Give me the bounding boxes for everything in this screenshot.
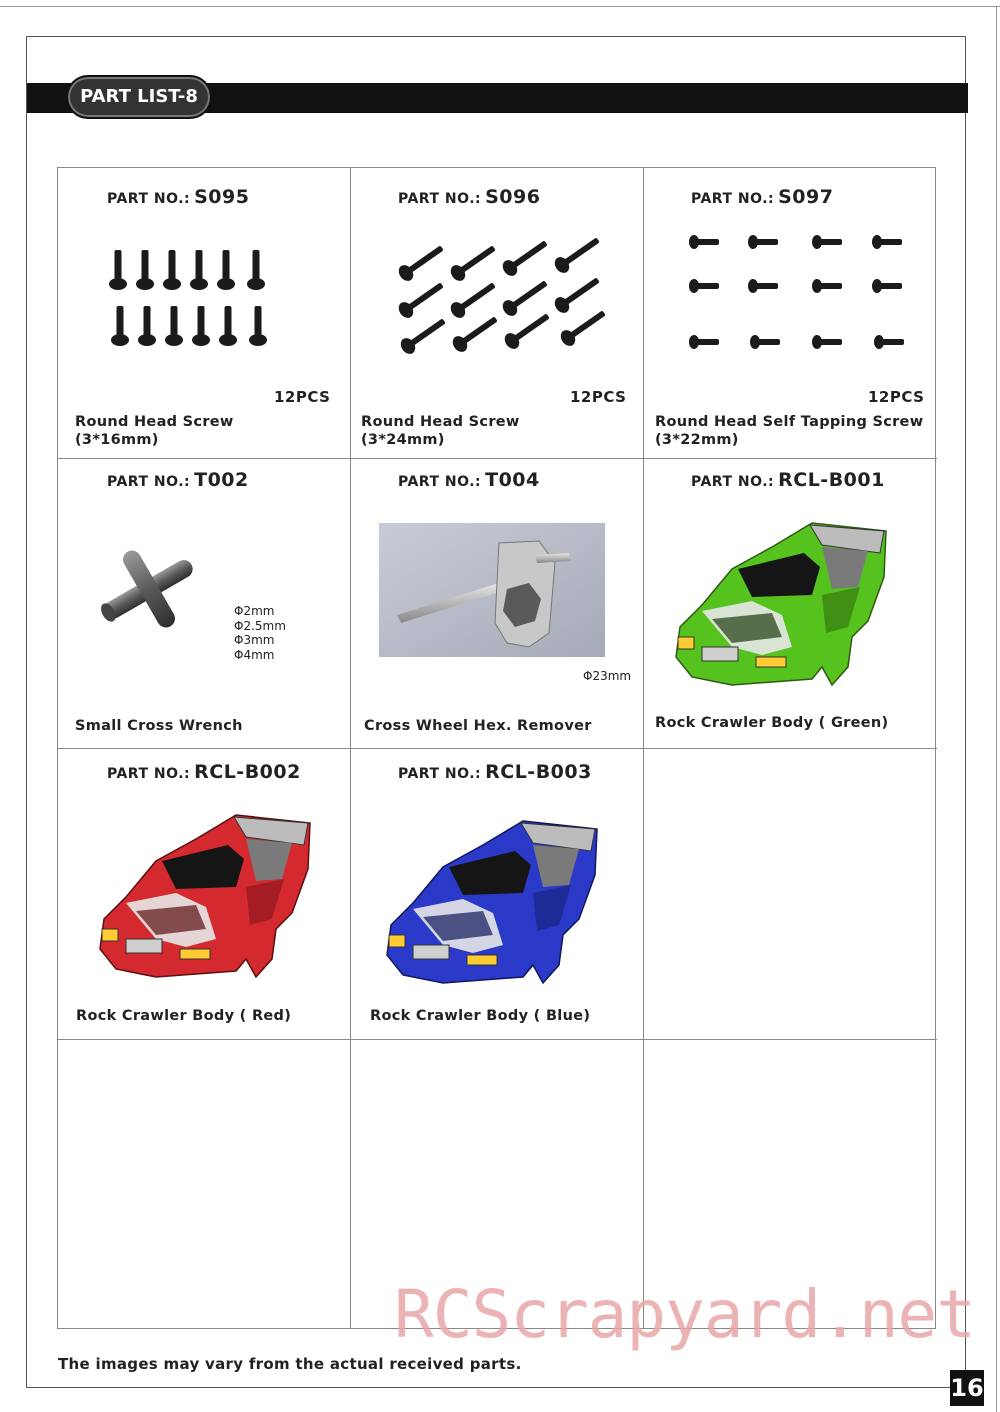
part-cell-rcl-b002	[58, 749, 351, 1040]
part-number-value: S095	[194, 186, 250, 208]
part-number-label: PART NO.:	[107, 766, 191, 782]
part-quantity: 12PCS	[570, 388, 627, 406]
part-cell-s096	[351, 168, 644, 459]
part-number	[398, 761, 592, 783]
footnote: The images may vary from the actual received parts.	[58, 1355, 522, 1373]
part-number	[107, 469, 249, 491]
part-cell-t002	[58, 459, 351, 749]
part-name	[75, 413, 234, 449]
part-name	[655, 413, 923, 449]
part-number	[398, 186, 540, 208]
part-name: Rock Crawler Body ( Red)	[76, 1008, 292, 1024]
part-number-label: PART NO.:	[398, 474, 482, 490]
part-number-label: PART NO.:	[691, 474, 775, 490]
wrench-sizes	[234, 604, 286, 662]
part-number-value: RCL-B003	[485, 761, 592, 783]
hex-remover-image	[379, 523, 605, 657]
part-name	[361, 413, 520, 449]
part-number-value: T004	[485, 469, 540, 491]
part-number-label: PART NO.:	[691, 191, 775, 207]
spec-line: Φ2.5mm	[234, 618, 286, 633]
part-name: Cross Wheel Hex. Remover	[364, 718, 592, 734]
empty-cell	[644, 749, 937, 1040]
screw-s096-image	[391, 228, 611, 358]
part-quantity: 12PCS	[868, 388, 925, 406]
part-cell-s097	[644, 168, 937, 459]
hex-size: Φ23mm	[583, 669, 632, 683]
parts-grid	[57, 167, 936, 1329]
part-name-line1: Round Head Self Tapping Screw	[655, 414, 924, 430]
part-cell-rcl-b003	[351, 749, 644, 1040]
screw-s097-image	[684, 230, 914, 360]
blue-body-image	[383, 815, 603, 995]
part-name-line2: (3*16mm)	[75, 432, 159, 448]
part-number-label: PART NO.:	[398, 191, 482, 207]
page-title: PART LIST-8	[66, 75, 212, 119]
part-number-value: T002	[194, 469, 249, 491]
part-number-value: RCL-B001	[778, 469, 885, 491]
part-name-line1: Round Head Screw	[75, 414, 234, 430]
part-name: Rock Crawler Body ( Blue)	[370, 1008, 591, 1024]
part-number-label: PART NO.:	[107, 191, 191, 207]
spec-line: Φ3mm	[234, 633, 275, 647]
part-cell-t004	[351, 459, 644, 749]
part-number-value: S096	[485, 186, 541, 208]
part-number-label: PART NO.:	[107, 474, 191, 490]
part-number-label: PART NO.:	[398, 766, 482, 782]
green-body-image	[672, 517, 892, 697]
part-cell-rcl-b001	[644, 459, 937, 749]
spec-line: Φ4mm	[234, 647, 275, 662]
part-quantity: 12PCS	[274, 388, 331, 406]
part-number-value: S097	[778, 186, 834, 208]
part-name-line1: Round Head Screw	[361, 414, 520, 430]
part-name: Rock Crawler Body ( Green)	[655, 715, 889, 731]
spec-line: Φ2mm	[234, 604, 275, 618]
part-number	[107, 761, 301, 783]
screw-s095-image	[108, 248, 278, 353]
part-number-value: RCL-B002	[194, 761, 301, 783]
part-number	[691, 186, 833, 208]
part-name-line2: (3*24mm)	[361, 432, 445, 448]
page-top-line	[0, 6, 1000, 7]
part-number	[107, 186, 249, 208]
cross-wrench-image	[94, 544, 204, 634]
page-number: 16	[950, 1370, 984, 1406]
page-right-line	[996, 6, 997, 1412]
watermark: RCScrapyard.net	[394, 1276, 976, 1353]
red-body-image	[96, 809, 316, 989]
part-number	[398, 469, 540, 491]
empty-cell	[58, 1040, 351, 1328]
part-cell-s095	[58, 168, 351, 459]
part-number	[691, 469, 885, 491]
part-name-line2: (3*22mm)	[655, 432, 739, 448]
part-name: Small Cross Wrench	[75, 718, 243, 734]
